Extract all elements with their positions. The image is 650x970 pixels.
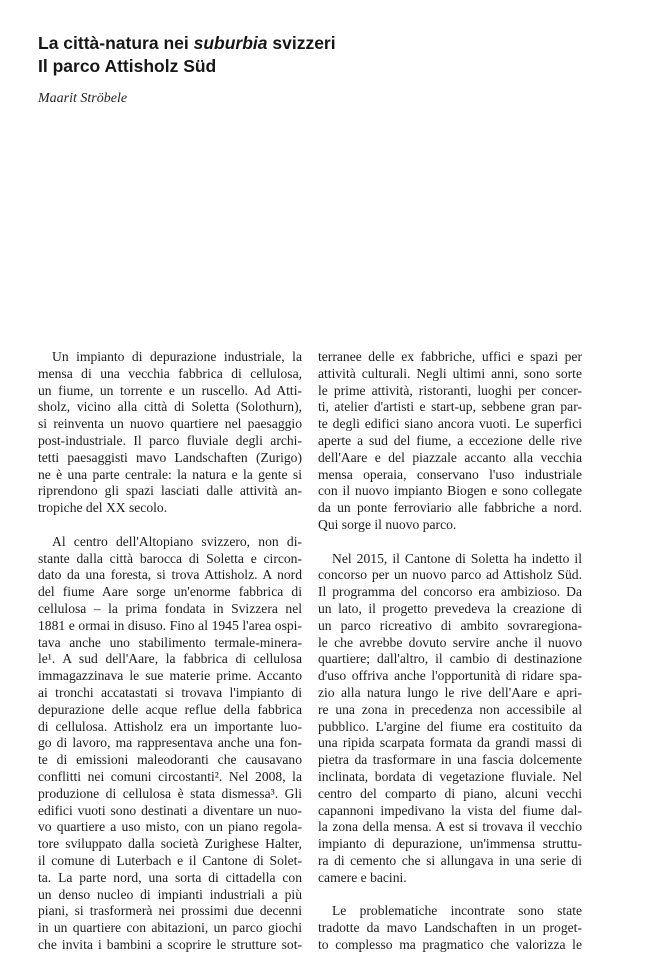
text-line: Le problematiche incontrate sono state bbox=[332, 903, 582, 919]
text-line: le che avrebbe dovuto servire anche il nuovo bbox=[318, 634, 582, 650]
text-line: le¹. A sud dell'Aare, la fabbrica di cellulosa bbox=[38, 651, 302, 667]
text-line: conflitti nei comuni circostanti². Nel 2008, la bbox=[38, 768, 302, 784]
right-text-column bbox=[318, 349, 582, 970]
text-line: post-industriale. Il parco fluviale degli archi- bbox=[38, 432, 302, 448]
text-line: tetti paesaggisti mavo Landschaften (Zurigo) bbox=[38, 449, 302, 465]
text-line: riprendono gli spazi lasciati dalle attività an- bbox=[38, 483, 302, 499]
text-line: mensa di una vecchia fabbrica di cellulosa, bbox=[38, 365, 302, 381]
text-line: 1881 e ormai in disuso. Fino al 1945 l'area ospi- bbox=[38, 617, 302, 633]
text-line: Qui sorge il nuovo parco. bbox=[318, 516, 457, 532]
text-line: quartiere; dall'altro, il cambio di destinazione bbox=[318, 651, 582, 667]
title-line-1: La città-natura nei suburbia svizzeri bbox=[38, 33, 336, 53]
text-line: in un quartiere con abitazioni, un parco giochi bbox=[38, 920, 302, 936]
text-line: concorso per un nuovo parco ad Attisholz Süd. bbox=[318, 567, 582, 583]
text-line: impianto di depurazione, un'immensa struttu- bbox=[318, 836, 582, 852]
paragraph bbox=[318, 349, 582, 534]
text-line: terranee delle ex fabbriche, uffici e spazi per bbox=[318, 349, 582, 364]
text-line: il comune di Luterbach e il Cantone di Solet- bbox=[38, 852, 302, 868]
article-title bbox=[38, 32, 598, 78]
text-line: di cellulosa. Attisholz era un importante luo- bbox=[38, 718, 302, 734]
text-line: che invita i bambini a scoprire le strutture sot- bbox=[38, 936, 302, 952]
paragraph bbox=[318, 903, 582, 953]
text-line: zio alla natura lungo le rive dell'Aare e apri- bbox=[318, 684, 582, 700]
text-line: piani, si trasformerà nei prossimi due decenni bbox=[38, 903, 302, 919]
text-line: con il nuovo impianto Biogen e sono collegate bbox=[318, 483, 582, 499]
text-line: un lato, il progetto prevedeva la creazione di bbox=[318, 600, 582, 616]
title-italic-word: suburbia bbox=[193, 33, 268, 53]
text-line: ra di cemento che si allungava in una serie di bbox=[318, 852, 582, 868]
text-line: tava anche uno stabilimento termale-minera- bbox=[38, 634, 302, 650]
text-line: un parco ricreativo di ambito sovraregiona- bbox=[318, 617, 582, 633]
paragraph bbox=[38, 534, 302, 954]
text-line: pietra da trasformare in una fascia dolcemente bbox=[318, 752, 582, 768]
text-line: un fiume, un torrente e un ruscello. Ad Atti- bbox=[38, 382, 302, 398]
text-line: mensa operaia, conservano l'uso industriale bbox=[318, 466, 582, 482]
text-line: aperte a sud del fiume, a eccezione delle rive bbox=[318, 432, 582, 448]
text-line: cellulosa – la prima fondata in Svizzera nel bbox=[38, 600, 302, 616]
text-line: pubblico. L'argine del fiume era costituito da bbox=[318, 718, 582, 734]
text-line: Nel 2015, il Cantone di Soletta ha indetto il bbox=[332, 550, 582, 566]
title-line-2: Il parco Attisholz Süd bbox=[38, 56, 217, 76]
text-line: tradotte da mavo Landschaften in un proget- bbox=[318, 920, 582, 936]
text-line: go di lavoro, ma rappresentava anche una fon- bbox=[38, 735, 302, 751]
text-line: vo quartiere a uso misto, con un piano regola- bbox=[38, 819, 302, 835]
text-line: le prime attività, ristoranti, luoghi per concer- bbox=[318, 382, 582, 398]
text-line: te di emissioni maleodoranti che causavano bbox=[38, 752, 302, 768]
text-line: d'uso offriva anche l'opportunità di ridare spa- bbox=[318, 668, 582, 684]
text-line: una ripida scarpata formata da grandi massi di bbox=[318, 735, 582, 751]
text-line: capannoni impedivano la vista del fiume dal- bbox=[318, 802, 582, 818]
text-line: da un ponte ferroviario alle fabbriche a nord. bbox=[318, 500, 582, 516]
text-line: depurazione delle acque reflue della fabbrica bbox=[38, 701, 302, 717]
text-line: tropiche del XX secolo. bbox=[38, 500, 168, 516]
text-line: ai tronchi accatastati si trovava l'impianto di bbox=[38, 684, 302, 700]
text-line: attività culturali. Negli ultimi anni, sono sorte bbox=[318, 365, 582, 381]
text-line: stante dalla città barocca di Soletta e circon- bbox=[38, 550, 302, 566]
text-line: dell'Aare e del piazzale accanto alla vecchia bbox=[318, 449, 582, 465]
text-line: immagazzinava le sue materie prime. Accanto bbox=[38, 668, 302, 684]
text-line: del fiume Aare sorge un'enorme fabbrica di bbox=[38, 584, 302, 600]
text-line: ne è una parte centrale: la natura e la gente si bbox=[38, 466, 302, 482]
text-line: Il programma del concorso era ambizioso. Da bbox=[318, 584, 582, 600]
paragraph bbox=[38, 349, 302, 517]
text-line: ta. La parte nord, una sorta di cittadella con bbox=[38, 869, 302, 885]
text-line: to complesso ma pragmatico che valorizza le bbox=[318, 936, 582, 952]
text-line: la zona della mensa. A est si trovava il vecchio bbox=[318, 819, 582, 835]
text-line: inclinata, bordata di vegetazione fluviale. Nel bbox=[318, 768, 582, 784]
text-line: un denso nucleo di impianti industriali a più bbox=[38, 886, 302, 902]
text-line: Un impianto di depurazione industriale, la bbox=[52, 349, 302, 364]
text-line: si reinventa un nuovo quartiere nel paesaggio bbox=[38, 416, 302, 432]
text-line: produzione di cellulosa è stata dismessa³. Gli bbox=[38, 785, 302, 801]
text-line: re una zona in precedenza non accessibile al bbox=[318, 701, 582, 717]
text-line: sholz, vicino alla città di Soletta (Solothurn), bbox=[38, 399, 302, 415]
text-line: tore sviluppato dalla società Zurighese Halter, bbox=[38, 836, 302, 852]
text-line: dato da una foresta, si trova Attisholz. A nord bbox=[38, 567, 302, 583]
author-name: Maarit Ströbele bbox=[38, 91, 128, 106]
text-line: edifici vuoti sono destinati a diventare un nuo- bbox=[38, 802, 302, 818]
text-line: ti, atelier d'artisti e start-up, sebbene gran par- bbox=[318, 399, 582, 415]
text-line: camere e bacini. bbox=[318, 869, 407, 885]
paragraph bbox=[318, 551, 582, 887]
text-line: te degli edifici siano ancora vuoti. Le superfici bbox=[318, 416, 582, 432]
left-text-column bbox=[38, 349, 302, 970]
text-line: centro del comparto di piano, alcuni vecchi bbox=[318, 785, 582, 801]
text-line: Al centro dell'Altopiano svizzero, non di- bbox=[52, 533, 302, 549]
